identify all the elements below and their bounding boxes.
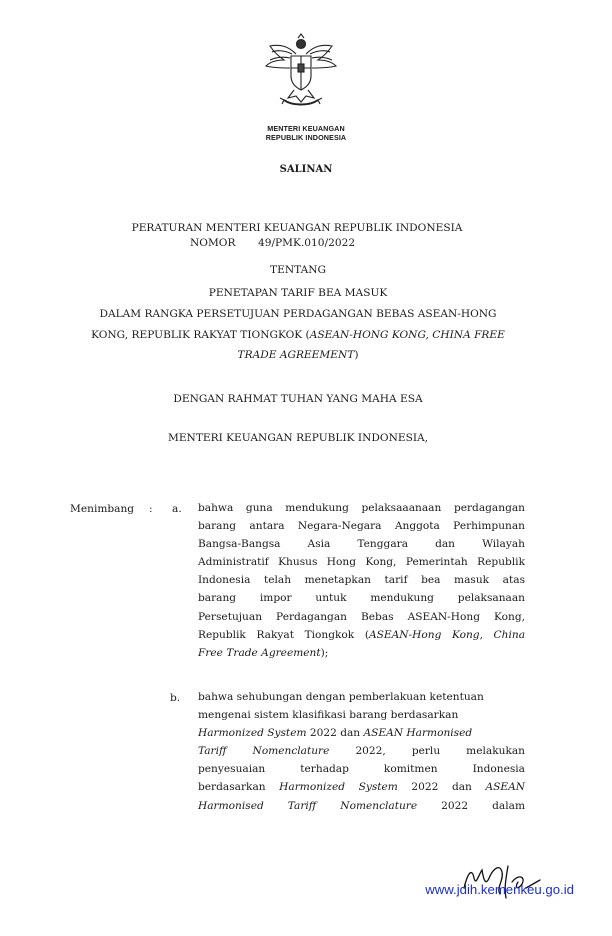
subject-line-4-a: TRADE AGREEMENT xyxy=(237,349,355,361)
item-b-line xyxy=(198,778,525,796)
subject-line-3-a: KONG, REPUBLIK RAKYAT TIONGKOK ( xyxy=(91,329,310,341)
item-b-line-7-a: Harmonised Tariff Nomenclature xyxy=(198,799,418,812)
item-b-line-3-b: 2022 dan xyxy=(306,727,364,740)
minister-line-2: REPUBLIK INDONESIA xyxy=(265,133,347,142)
item-b-line-6-a: berdasarkan xyxy=(198,781,280,794)
subject-line-3 xyxy=(0,329,604,341)
subject-line-4-b: ) xyxy=(354,349,359,361)
minister-line: MENTERI KEUANGAN REPUBLIK INDONESIA, xyxy=(167,432,429,444)
item-b-line-6-c: 2022 dan xyxy=(397,781,486,794)
item-b-line: mengenai sistem klasifikasi barang berdasarkan xyxy=(198,709,459,722)
nomor-value: 49/PMK.010/2022 xyxy=(258,237,356,249)
regulation-number xyxy=(190,237,355,249)
nomor-label: NOMOR xyxy=(190,237,236,249)
item-b-line-4-a: Tariff Nomenclature xyxy=(198,745,330,758)
item-b-line xyxy=(198,797,525,815)
item-b-line xyxy=(198,724,525,742)
minister-line-1: MENTERI KEUANGAN xyxy=(267,124,345,133)
item-a-line: bahwa guna mendukung pelaksaaanaan perdagangan xyxy=(198,502,525,514)
subject-line-3-b: ASEAN-HONG KONG, CHINA FREE xyxy=(309,329,505,341)
item-a-line-9-a: Free Trade Agreement xyxy=(198,646,321,659)
item-a-line xyxy=(198,644,525,662)
item-b-line-7-b: 2022 dalam xyxy=(417,799,525,812)
blessing-line: DENGAN RAHMAT TUHAN YANG MAHA ESA xyxy=(173,393,423,405)
item-b-line xyxy=(198,742,525,760)
considering-label: Menimbang xyxy=(70,503,135,515)
tentang-heading: TENTANG xyxy=(270,264,326,276)
item-b-line-4-b: 2022, perlu melakukan xyxy=(329,745,525,758)
item-a-line-8-b: ASEAN-Hong Kong, China xyxy=(368,628,526,641)
subject-line-1: PENETAPAN TARIF BEA MASUK xyxy=(208,287,388,299)
minister-heading xyxy=(0,124,612,142)
item-b-paragraph xyxy=(198,688,525,815)
item-b-line-6-d: ASEAN xyxy=(485,781,525,794)
garuda-emblem-icon xyxy=(258,32,344,112)
item-a-line: Administratif Khusus Hong Kong, Pemerintah Republik xyxy=(198,556,525,569)
item-b-line-6-b: Harmonized System xyxy=(279,781,398,794)
item-a-line-9-b: ); xyxy=(320,646,329,659)
item-a-line: Bangsa-Bangsa Asia Tenggara dan Wilayah xyxy=(198,538,525,551)
item-a-line: Persetujuan Perdagangan Bebas ASEAN-Hong Kong, xyxy=(198,610,525,623)
item-a-paragraph xyxy=(198,499,525,662)
considering-colon: : xyxy=(149,503,153,515)
item-a-marker: a. xyxy=(172,503,182,515)
footer-website-link[interactable]: www.jdih.kemenkeu.go.id xyxy=(425,882,574,897)
item-a-line: barang impor untuk mendukung pelaksanaan xyxy=(198,592,525,605)
subject-line-2: DALAM RANGKA PERSETUJUAN PERDAGANGAN BEBAS ASEAN-HONG xyxy=(99,308,497,320)
item-b-line: bahwa sehubungan dengan pemberlakuan ketentuan xyxy=(198,691,484,703)
item-b-line: penyesuaian terhadap komitmen Indonesia xyxy=(198,763,525,776)
item-a-line xyxy=(198,626,525,644)
subject-line-4 xyxy=(0,349,604,361)
item-b-line-3-a: Harmonized System xyxy=(198,727,307,740)
item-a-line: barang antara Negara-Negara Anggota Perhimpunan xyxy=(198,520,525,533)
item-b-line-3-c: ASEAN Harmonised xyxy=(363,727,473,740)
item-b-marker: b. xyxy=(170,692,181,704)
copy-label: SALINAN xyxy=(279,164,333,175)
regulation-title: PERATURAN MENTERI KEUANGAN REPUBLIK INDONESIA xyxy=(131,222,463,234)
item-a-line: Indonesia telah menetapkan tarif bea masuk atas xyxy=(198,574,525,587)
item-a-line-8-a: Republik Rakyat Tiongkok ( xyxy=(198,628,369,641)
